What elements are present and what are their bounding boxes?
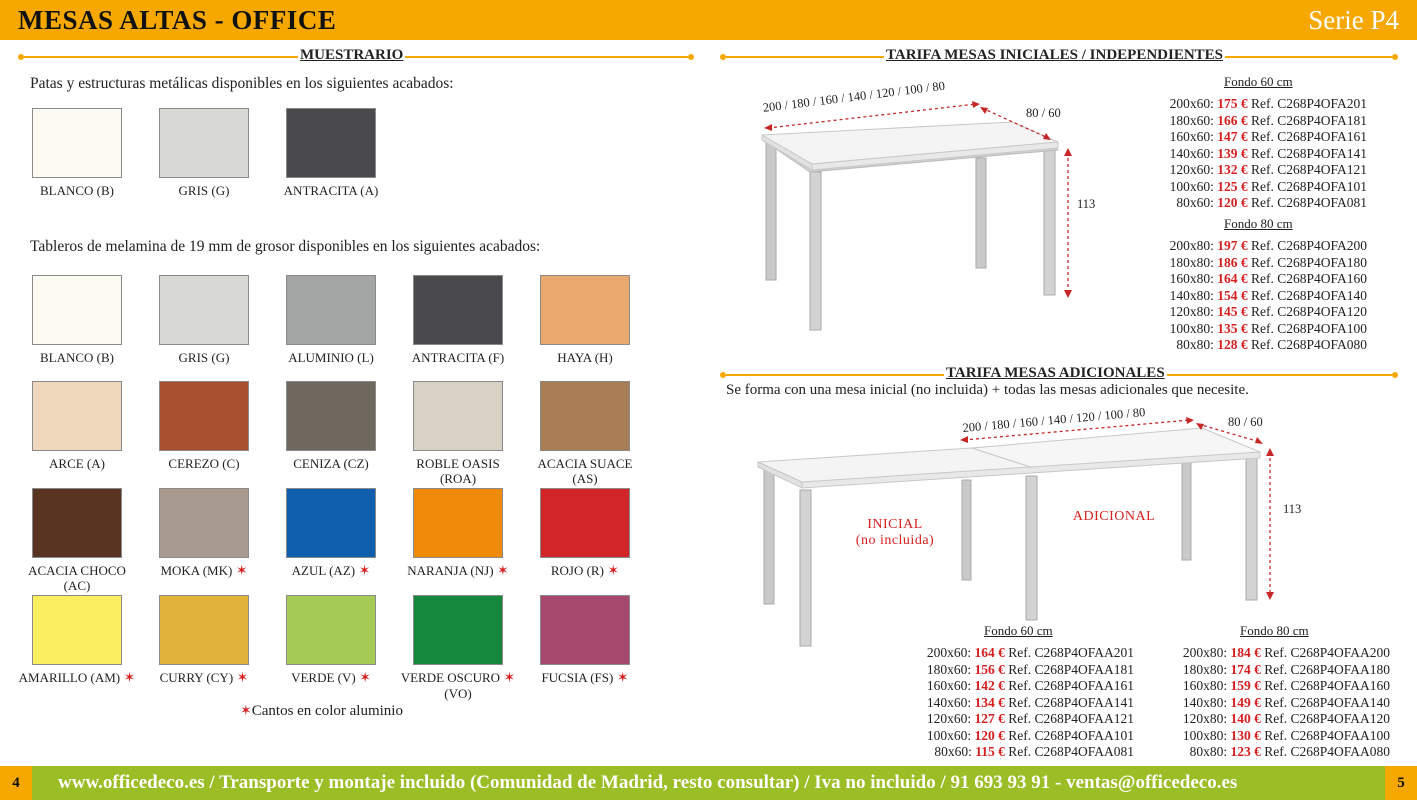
- price-row: 160x80: 164 € Ref. C268P4OFA160: [1169, 271, 1367, 286]
- series-label: Serie P4: [1308, 5, 1399, 35]
- swatch-label: ROBLE OASIS (ROA): [416, 456, 500, 486]
- star-icon: ✶: [613, 671, 629, 686]
- swatch-label: ANTRACITA (F): [411, 350, 505, 365]
- adicionales-fondo60-list: [927, 645, 1134, 761]
- mesa-adicional-illustration: [750, 410, 1290, 650]
- swatch-label: GRIS (G): [178, 350, 230, 365]
- color-swatch: [540, 275, 630, 345]
- price-row: 100x60: 120 € Ref. C268P4OFAA101: [926, 727, 1134, 743]
- fondo80-label: Fondo 80 cm: [1240, 623, 1309, 638]
- star-icon: ✶: [355, 671, 371, 686]
- color-swatch: [286, 488, 376, 558]
- table-leg: [976, 158, 986, 268]
- price-row: 180x80: 174 € Ref. C268P4OFAA180: [1182, 661, 1390, 677]
- swatch-label: FUCSIA (FS) ✶: [541, 670, 629, 686]
- swatch-label: BLANCO (B): [39, 183, 115, 198]
- tarifa-iniciales-title: TARIFA MESAS INICIALES / INDEPENDIENTES: [886, 47, 1224, 63]
- color-swatch: [32, 595, 122, 665]
- muestrario-title: MUESTRARIO: [300, 47, 404, 63]
- swatch-label: NARANJA (NJ) ✶: [407, 563, 509, 579]
- star-icon: ✶: [233, 671, 249, 686]
- star-icon: ✶: [603, 564, 620, 579]
- color-swatch: [286, 275, 376, 345]
- price-row: 80x60: 120 € Ref. C268P4OFA081: [1176, 195, 1367, 210]
- star-icon: ✶: [120, 671, 136, 686]
- swatch-label: VERDE (V) ✶: [291, 670, 371, 686]
- price-row: 80x80: 128 € Ref. C268P4OFA080: [1176, 337, 1367, 352]
- adicionales-fondo80-list: [1183, 645, 1390, 761]
- color-swatch: [413, 488, 503, 558]
- price-row: 80x60: 115 € Ref. C268P4OFAA081: [934, 744, 1134, 759]
- mesa-inicial-illustration: [740, 90, 1100, 350]
- price-row: 140x80: 154 € Ref. C268P4OFA140: [1169, 287, 1367, 303]
- tarifa-iniciales-section-header: [720, 44, 1398, 68]
- swatch-label: ALUMINIO (L): [288, 350, 374, 365]
- patas-intro: Patas y estructuras metálicas disponibles en los siguientes acabados:: [30, 75, 454, 92]
- color-swatch: [159, 488, 249, 558]
- price-row: 180x80: 186 € Ref. C268P4OFA180: [1169, 254, 1367, 270]
- dim-width-label: 200 / 180 / 160 / 140 / 120 / 100 / 80: [962, 405, 1146, 435]
- dim-width-label: 200 / 180 / 160 / 140 / 120 / 100 / 80: [762, 78, 946, 115]
- price-row: 160x60: 147 € Ref. C268P4OFA161: [1169, 129, 1367, 144]
- color-swatch: [413, 381, 503, 451]
- price-row: 120x80: 145 € Ref. C268P4OFA120: [1169, 304, 1367, 319]
- color-swatch: [159, 108, 249, 178]
- star-icon: ✶: [232, 564, 248, 579]
- swatch-label: CENIZA (CZ): [293, 456, 369, 471]
- iniciales-fondo80-list: [1170, 238, 1367, 354]
- price-row: 120x60: 132 € Ref. C268P4OFA121: [1169, 162, 1367, 177]
- price-row: 100x60: 125 € Ref. C268P4OFA101: [1169, 178, 1367, 194]
- tarifa-adicionales-title: TARIFA MESAS ADICIONALES: [946, 365, 1165, 381]
- table-leg: [1182, 460, 1191, 560]
- swatch-label: ARCE (A): [49, 456, 105, 471]
- price-row: 120x60: 127 € Ref. C268P4OFAA121: [926, 711, 1134, 726]
- price-row: 180x60: 156 € Ref. C268P4OFAA181: [926, 661, 1134, 677]
- page-number-right: 5: [1385, 766, 1417, 800]
- color-swatch: [159, 595, 249, 665]
- star-icon: ✶: [240, 704, 252, 719]
- dim-height-label: 113: [1077, 197, 1096, 211]
- color-swatch: [32, 488, 122, 558]
- price-row: 200x80: 197 € Ref. C268P4OFA200: [1169, 238, 1367, 253]
- iniciales-fondo60-list: [1170, 96, 1367, 212]
- fondo60-label: Fondo 60 cm: [1224, 74, 1293, 89]
- price-row: 160x60: 142 € Ref. C268P4OFAA161: [926, 678, 1134, 693]
- color-swatch: [32, 381, 122, 451]
- color-swatch: [286, 108, 376, 178]
- adicionales-intro: Se forma con una mesa inicial (no incluida) + todas las mesas adicionales que necesite.: [726, 382, 1249, 398]
- swatch-label: AZUL (AZ) ✶: [291, 563, 371, 579]
- table-leg: [1246, 454, 1257, 600]
- price-row: 140x80: 149 € Ref. C268P4OFAA140: [1182, 694, 1390, 710]
- dim-depth-label: 80 / 60: [1228, 415, 1263, 429]
- adicional-label: ADICIONAL: [1072, 509, 1156, 524]
- price-row: 160x80: 159 € Ref. C268P4OFAA160: [1182, 678, 1390, 693]
- color-swatch: [159, 381, 249, 451]
- page-title: MESAS ALTAS - OFFICE: [18, 5, 337, 35]
- fondo60-label: Fondo 60 cm: [984, 623, 1053, 638]
- star-icon: ✶: [355, 564, 371, 579]
- swatch-label: ACACIA CHOCO (AC): [28, 563, 126, 593]
- price-row: 200x80: 184 € Ref. C268P4OFAA200: [1182, 645, 1390, 660]
- table-leg: [810, 172, 821, 330]
- header-bar: [0, 0, 1417, 40]
- table-leg: [766, 140, 776, 280]
- swatch-label: ACACIA SUACE (AS): [537, 456, 633, 486]
- table-leg: [800, 490, 811, 646]
- table-leg: [764, 468, 774, 604]
- table-leg: [1044, 150, 1055, 295]
- price-row: 80x80: 123 € Ref. C268P4OFAA080: [1189, 744, 1390, 759]
- price-row: 180x60: 166 € Ref. C268P4OFA181: [1169, 112, 1367, 128]
- price-row: 140x60: 134 € Ref. C268P4OFAA141: [926, 694, 1134, 710]
- price-row: 100x80: 135 € Ref. C268P4OFA100: [1169, 320, 1367, 336]
- star-icon: ✶: [493, 564, 509, 579]
- color-swatch: [540, 381, 630, 451]
- color-swatch: [286, 595, 376, 665]
- footer-text: www.officedeco.es / Transporte y montaje incluido (Comunidad de Madrid, resto consultar) / Iva no incluido / 91 693 93 91 - ventas@officedeco.es: [58, 772, 1238, 793]
- color-swatch: [32, 275, 122, 345]
- swatch-label: ANTRACITA (A): [283, 183, 379, 198]
- swatch-label: BLANCO (B): [39, 350, 115, 365]
- tableros-intro: Tableros de melamina de 19 mm de grosor disponibles en los siguientes acabados:: [30, 238, 541, 255]
- swatch-label: VERDE OSCURO ✶ (VO): [400, 670, 516, 701]
- muestrario-section-header: [18, 44, 694, 68]
- swatch-label: ROJO (R) ✶: [550, 563, 620, 579]
- swatch-label: MOKA (MK) ✶: [160, 563, 248, 579]
- cantos-note: ✶Cantos en color aluminio: [240, 703, 403, 719]
- dim-depth-label: 80 / 60: [1026, 106, 1061, 120]
- price-row: 100x80: 130 € Ref. C268P4OFAA100: [1182, 727, 1390, 743]
- swatch-label: GRIS (G): [178, 183, 230, 198]
- price-row: 200x60: 175 € Ref. C268P4OFA201: [1169, 96, 1367, 111]
- table-leg: [962, 480, 971, 580]
- table-leg: [1026, 476, 1037, 620]
- price-row: 200x60: 164 € Ref. C268P4OFAA201: [926, 645, 1134, 660]
- dim-height-label: 113: [1283, 502, 1302, 516]
- color-swatch: [413, 275, 503, 345]
- swatch-label: CEREZO (C): [168, 456, 240, 471]
- color-swatch: [413, 595, 503, 665]
- color-swatch: [32, 108, 122, 178]
- page-number-left: 4: [0, 766, 32, 800]
- color-swatch: [540, 595, 630, 665]
- swatch-label: HAYA (H): [557, 350, 613, 365]
- price-row: 140x60: 139 € Ref. C268P4OFA141: [1169, 145, 1367, 161]
- price-row: 120x80: 140 € Ref. C268P4OFAA120: [1182, 711, 1390, 726]
- color-swatch: [540, 488, 630, 558]
- inicial-label: INICIAL (no incluida): [855, 517, 935, 548]
- color-swatch: [286, 381, 376, 451]
- fondo80-label: Fondo 80 cm: [1224, 216, 1293, 231]
- swatch-label: AMARILLO (AM) ✶: [18, 670, 136, 686]
- star-icon: ✶: [500, 671, 516, 686]
- color-swatch: [159, 275, 249, 345]
- swatch-label: CURRY (CY) ✶: [159, 670, 249, 686]
